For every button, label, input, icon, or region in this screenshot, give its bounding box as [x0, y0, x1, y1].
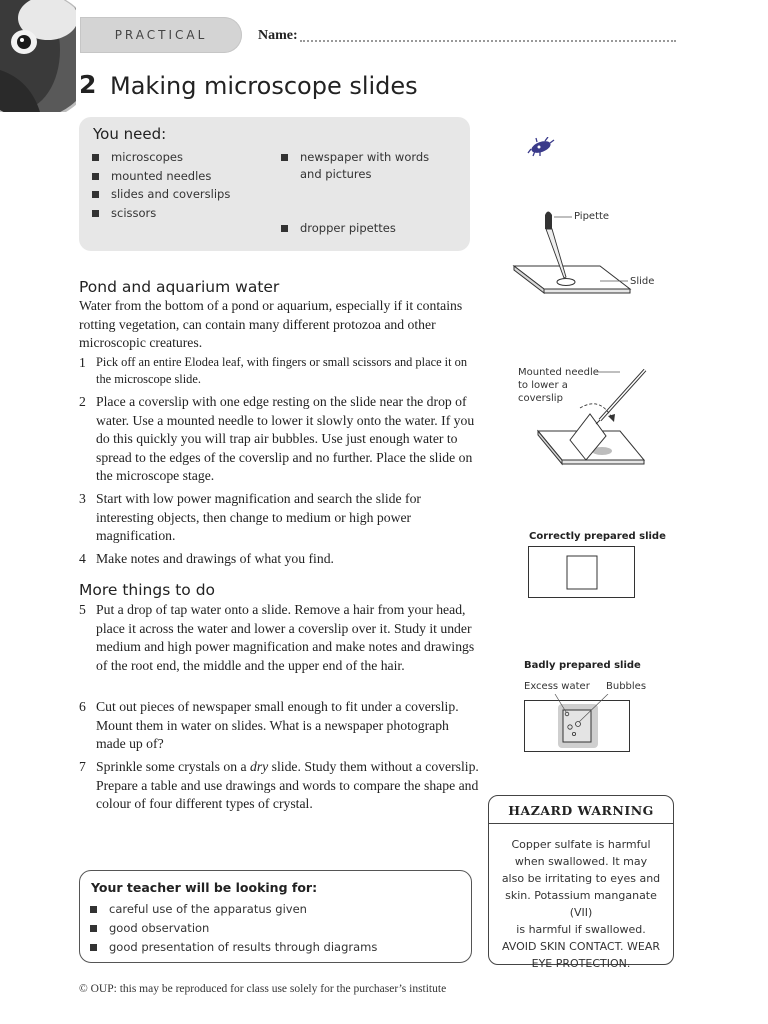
- bullet-icon: [281, 154, 288, 161]
- bullet-icon: [92, 154, 99, 161]
- slide-label: Slide: [630, 276, 655, 287]
- page-title: Making microscope slides: [110, 72, 418, 100]
- bad-slide-diagram: [522, 694, 632, 754]
- hazard-warning-box: [488, 795, 674, 970]
- you-need-heading: You need:: [93, 125, 167, 143]
- name-field[interactable]: [300, 40, 676, 42]
- bullet-icon: [90, 944, 97, 951]
- step-5: 5 Put a drop of tap water onto a slide. Remove a hair from your head, place it across the water and lower a coverslip over it. Study it under medium and high power magnification and make notes and drawings of the root end, the middle and the upper end of the hair.: [79, 602, 475, 673]
- bullet-icon: [92, 210, 99, 217]
- step-4: 4 Make notes and drawings of what you find.: [79, 551, 334, 566]
- corner-photo: [0, 0, 76, 112]
- correct-slide-diagram: [528, 546, 636, 599]
- bullet-icon: [92, 191, 99, 198]
- step-1: 1 Pick off an entire Elodea leaf, with fingers or small scissors and place it on the microscope slide.: [79, 355, 468, 386]
- bullet-icon: [92, 173, 99, 180]
- bullet-icon: [90, 906, 97, 913]
- step-2: 2 Place a coverslip with one edge resting on the slide near the drop of water. Use a mounted needle to lower it slowly onto the water. If you do this quickly you will trap air bubbles. Use just enough water to spread to the edges of the coverslip and no further. Place the slide on the microscope stage.: [79, 394, 475, 483]
- practical-label: PRACTICAL: [114, 28, 208, 42]
- excess-water-label: Excess water: [524, 681, 590, 692]
- correct-slide-label: Correctly prepared slide: [529, 531, 666, 542]
- bullet-icon: [281, 225, 288, 232]
- hazard-divider: [489, 823, 673, 824]
- copyright-notice: © OUP: this may be reproduced for class use solely for the purchaser’s institute: [79, 983, 447, 995]
- pond-intro: Water from the bottom of a pond or aquarium, especially if it contains rotting vegetation, can contain many different protozoa and other microscopic creatures.: [79, 298, 463, 350]
- mounted-needle-diagram: [520, 360, 660, 472]
- bad-slide-label: Badly prepared slide: [524, 660, 641, 671]
- hazard-text: Copper sulfate is harmful when swallowed. It may also be irritating to eyes and skin. Potassium manganate (VII) is harmful if swallowed. AVOID SKIN CONTACT. WEAR EYE PROTECTION.: [501, 838, 661, 970]
- bubbles-label: Bubbles: [606, 681, 647, 692]
- teacher-heading: Your teacher will be looking for:: [91, 880, 318, 895]
- bullet-icon: [90, 925, 97, 932]
- section-heading-pond: Pond and aquarium water: [79, 278, 280, 296]
- protozoa-icon: [527, 137, 555, 157]
- practical-number: 2: [79, 70, 97, 99]
- hazard-title: HAZARD WARNING: [508, 803, 654, 818]
- name-label: Name:: [258, 28, 298, 43]
- pipette-label: Pipette: [574, 211, 610, 222]
- step-3: 3 Start with low power magnification and search the slide for interesting objects, then change to medium or high power magnification.: [79, 491, 421, 543]
- step-7: 7 Sprinkle some crystals on a dry slide. Study them without a coverslip. Prepare a table and use drawings and words to compare the shape and colour of four different types of crystal.: [79, 759, 479, 811]
- section-heading-more: More things to do: [79, 581, 216, 599]
- step-6: 6 Cut out pieces of newspaper small enough to fit under a coverslip. Mount them in water on slides. What is a newspaper photograph made up of?: [79, 699, 459, 751]
- practical-tab: [80, 17, 242, 53]
- mounted-needle-label: Mounted needle to lower a coverslip: [518, 367, 599, 404]
